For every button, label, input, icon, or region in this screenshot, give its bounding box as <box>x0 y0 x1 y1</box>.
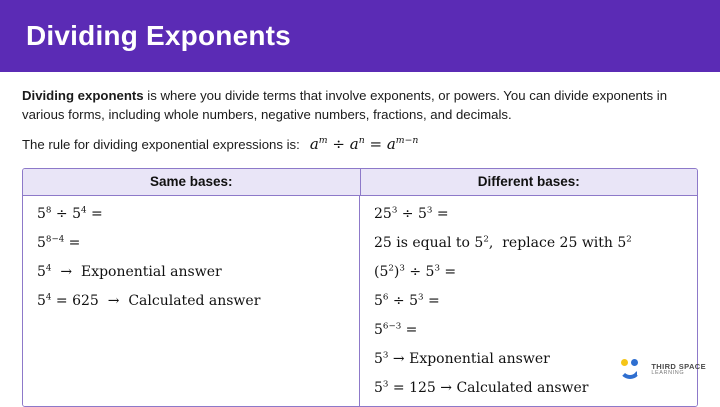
logo-dot-yellow-icon <box>621 359 628 366</box>
table-header-row <box>23 169 697 196</box>
math-step: $5^8 \div 5^4$ = <box>37 205 103 223</box>
table-header-same-bases: Same bases: <box>23 169 361 195</box>
logo-text-line2: LEARNING <box>651 370 685 377</box>
intro-bold-lead: Dividing exponents <box>22 88 144 103</box>
table-header-different-bases: Different bases: <box>477 174 580 190</box>
page-header <box>0 0 720 72</box>
logo-mark-icon <box>619 359 645 381</box>
rule-formula: $a^m \div a^n = a^{m-n}$ <box>309 135 419 154</box>
intro-paragraph <box>22 86 698 124</box>
third-space-learning-logo <box>619 359 706 381</box>
comparison-table <box>22 168 698 407</box>
math-step: $5^4$ → Exponential answer <box>37 263 222 281</box>
logo-dot-blue-icon <box>631 359 638 366</box>
rule-line <box>22 134 698 156</box>
math-step: $5^4 = 625$ → Calculated answer <box>37 292 261 310</box>
math-step: $5^{8-4}$ = <box>37 234 81 252</box>
page-title: Dividing Exponents <box>26 20 291 51</box>
table-body-row <box>23 196 697 406</box>
table-cell-same-bases <box>23 196 360 406</box>
math-step: $5^3$ → Exponential answer <box>374 350 550 368</box>
logo-arc-icon <box>619 366 641 379</box>
math-step: $5^{6-3}$ = <box>374 321 418 339</box>
math-step: 25 is equal to $5^2$, replace 25 with $5^2$ <box>374 234 632 252</box>
intro-rest: is where you divide terms that involve exponents, or powers. You can divide exponents in various forms, including whole numbers, negative numbers, fractions, and decimals. <box>22 88 668 123</box>
math-step: $25^3 \div 5^3$ = <box>374 205 449 223</box>
logo-text <box>651 363 706 377</box>
logo-text-line1: THIRD SPACE <box>651 362 706 372</box>
rule-label: The rule for dividing exponential expressions is: <box>22 137 300 153</box>
lesson-body <box>0 72 720 407</box>
math-step: $5^3 = 125$ → Calculated answer <box>374 379 589 397</box>
math-step: $(5^2)^3 \div 5^3$ = <box>374 263 457 281</box>
math-step: $5^6 \div 5^3$ = <box>374 292 440 310</box>
